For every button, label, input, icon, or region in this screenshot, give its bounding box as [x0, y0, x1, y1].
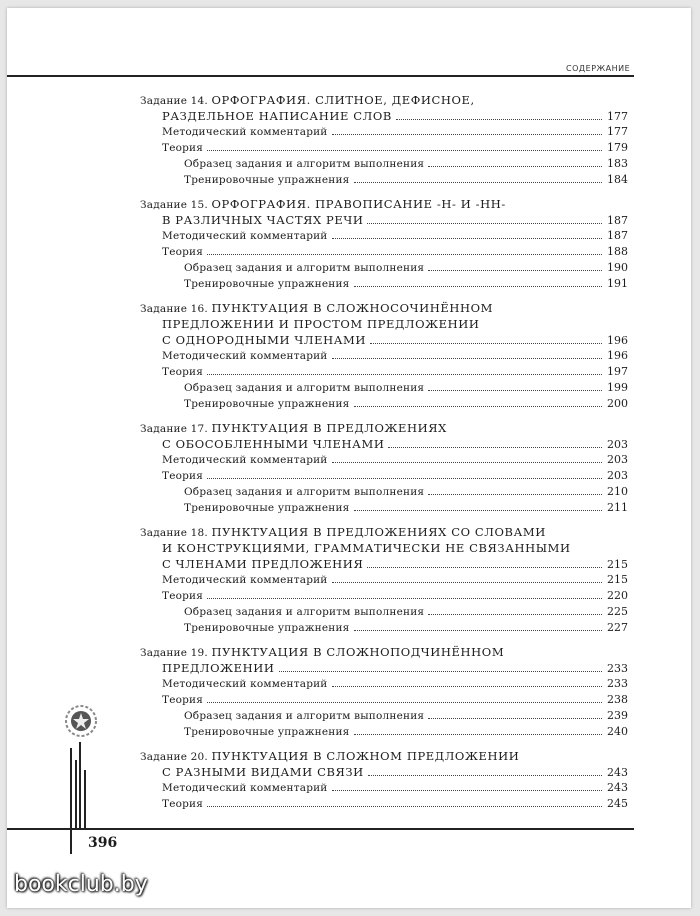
toc-task-line — [162, 332, 628, 348]
dot-leader — [367, 223, 602, 224]
toc-task-line — [162, 660, 628, 676]
toc-entry — [162, 228, 628, 244]
toc-entry — [184, 724, 628, 740]
toc-entry-title: С РАЗНЫМИ ВИДАМИ СВЯЗИ — [162, 765, 364, 779]
toc-entry — [162, 364, 628, 380]
toc-entry-title: ПРЕДЛОЖЕНИИ И ПРОСТОМ ПРЕДЛОЖЕНИИ — [162, 317, 480, 331]
toc-page-number: 220 — [607, 589, 628, 602]
dot-leader — [207, 702, 602, 703]
toc-page-number: 239 — [607, 709, 628, 722]
toc-entry-title: Теория — [162, 470, 204, 482]
toc-page-number: 200 — [607, 397, 628, 410]
toc-entry-title: Теория — [162, 246, 204, 258]
toc-entry-title: Методический комментарий — [162, 782, 328, 794]
toc-entry — [162, 588, 628, 604]
toc-entry-title: Теория — [162, 590, 204, 602]
toc-page-number: 183 — [607, 157, 628, 170]
toc-entry-title: И КОНСТРУКЦИЯМИ, ГРАММАТИЧЕСКИ НЕ СВЯЗАННЫМИ — [162, 541, 571, 555]
toc-entry — [184, 620, 628, 636]
toc-page-number: 187 — [607, 229, 628, 242]
bottom-rule — [7, 828, 634, 830]
toc-entry — [184, 500, 628, 516]
toc-page-number: 215 — [607, 558, 628, 571]
toc-page-number: 190 — [607, 261, 628, 274]
toc-entry-title: ОРФОГРАФИЯ. СЛИТНОЕ, ДЕФИСНОЕ, — [211, 93, 475, 107]
toc-entry — [184, 604, 628, 620]
toc-entry — [162, 780, 628, 796]
toc-entry-title: Методический комментарий — [162, 574, 328, 586]
dot-leader — [207, 374, 602, 375]
toc-entry — [162, 468, 628, 484]
toc-task-prefix: Задание 20. — [140, 751, 212, 763]
toc-page-number: 177 — [607, 110, 628, 123]
toc-page-number: 225 — [607, 605, 628, 618]
toc-entry — [184, 484, 628, 500]
toc-page-number: 211 — [607, 501, 628, 514]
toc-task-line — [140, 92, 628, 108]
toc-entry-title: Методический комментарий — [162, 230, 328, 242]
dot-leader — [332, 134, 602, 135]
toc-page-number: 245 — [607, 797, 628, 810]
toc-page-number: 238 — [607, 693, 628, 706]
toc-entry — [162, 572, 628, 588]
toc-entry-title: Тренировочные упражнения — [184, 278, 350, 290]
dot-leader — [428, 718, 602, 719]
toc-entry — [184, 708, 628, 724]
toc-page-number: 203 — [607, 438, 628, 451]
toc-task-line — [140, 300, 628, 316]
toc-entry-title: Теория — [162, 694, 204, 706]
toc-entry-title: Образец задания и алгоритм выполнения — [184, 158, 425, 170]
dot-leader — [332, 790, 602, 791]
toc-page-number: 203 — [607, 453, 628, 466]
toc-task-prefix: Задание 19. — [140, 647, 212, 659]
toc-task-line — [162, 108, 628, 124]
toc-page-number: 233 — [607, 677, 628, 690]
dot-leader — [354, 286, 602, 287]
dot-leader — [207, 254, 602, 255]
toc-page-number: 243 — [607, 766, 628, 779]
toc-entry — [184, 260, 628, 276]
toc-entry — [162, 244, 628, 260]
star-emblem-icon — [64, 704, 98, 738]
toc-page-number: 196 — [607, 334, 628, 347]
section-header: СОДЕРЖАНИЕ — [566, 64, 631, 73]
toc-entry — [184, 380, 628, 396]
toc-task-line — [162, 540, 628, 556]
toc-task-line — [162, 316, 628, 332]
toc-entry-title: Методический комментарий — [162, 678, 328, 690]
toc-entry-title: Теория — [162, 142, 204, 154]
toc-entry-title: Тренировочные упражнения — [184, 174, 350, 186]
toc-page-number: 199 — [607, 381, 628, 394]
toc-page-number: 197 — [607, 365, 628, 378]
toc-entry-title: ОРФОГРАФИЯ. ПРАВОПИСАНИЕ -Н- И -НН- — [211, 197, 506, 211]
dot-leader — [428, 166, 602, 167]
toc-task-line — [162, 764, 628, 780]
toc-task-line — [140, 420, 628, 436]
toc-entry — [184, 396, 628, 412]
dot-leader — [279, 671, 602, 672]
toc-task-line — [162, 212, 628, 228]
dot-leader — [207, 806, 602, 807]
dot-leader — [332, 462, 602, 463]
toc-page-number: 243 — [607, 781, 628, 794]
dot-leader — [354, 406, 602, 407]
toc-page-number: 184 — [607, 173, 628, 186]
toc-entry-title: Образец задания и алгоритм выполнения — [184, 486, 425, 498]
toc-entry-title: С ОДНОРОДНЫМИ ЧЛЕНАМИ — [162, 333, 367, 347]
toc-page-number: 233 — [607, 662, 628, 675]
toc-task-line — [162, 556, 628, 572]
toc-entry-title: РАЗДЕЛЬНОЕ НАПИСАНИЕ СЛОВ — [162, 109, 392, 123]
toc-task-line — [140, 196, 628, 212]
toc-entry-title: Методический комментарий — [162, 350, 328, 362]
dot-leader — [207, 150, 602, 151]
toc-task-prefix: Задание 18. — [140, 527, 212, 539]
toc-task-line — [140, 644, 628, 660]
toc-page-number: 191 — [607, 277, 628, 290]
dot-leader — [332, 582, 602, 583]
toc-page-number: 215 — [607, 573, 628, 586]
toc-page-number: 210 — [607, 485, 628, 498]
toc-task-prefix: Задание 17. — [140, 423, 212, 435]
dot-leader — [354, 510, 602, 511]
dot-leader — [207, 478, 602, 479]
dot-leader — [354, 734, 602, 735]
toc-entry — [162, 348, 628, 364]
toc-page-number: 203 — [607, 469, 628, 482]
toc-task-line — [140, 748, 628, 764]
toc-entry — [184, 276, 628, 292]
dot-leader — [428, 270, 602, 271]
dot-leader — [368, 775, 602, 776]
toc-entry-title: В РАЗЛИЧНЫХ ЧАСТЯХ РЕЧИ — [162, 213, 364, 227]
toc-task-prefix: Задание 14. — [140, 95, 212, 107]
toc-page-number: 188 — [607, 245, 628, 258]
toc-entry-title: Тренировочные упражнения — [184, 502, 350, 514]
toc-entry-title: Тренировочные упражнения — [184, 622, 350, 634]
toc-page-number: 196 — [607, 349, 628, 362]
toc-entry — [184, 172, 628, 188]
toc-entry-title: ПРЕДЛОЖЕНИИ — [162, 661, 275, 675]
toc-entry-title: ПУНКТУАЦИЯ В СЛОЖНОСОЧИНЁННОМ — [211, 301, 494, 315]
toc-entry — [162, 692, 628, 708]
toc-entry-title: Теория — [162, 798, 204, 810]
toc-entry-title: Образец задания и алгоритм выполнения — [184, 710, 425, 722]
toc-entry-title: ПУНКТУАЦИЯ В ПРЕДЛОЖЕНИЯХ — [211, 421, 447, 435]
brand-watermark: bookclub.by — [14, 872, 148, 897]
toc-entry-title: Образец задания и алгоритм выполнения — [184, 606, 425, 618]
toc-entry-title: Образец задания и алгоритм выполнения — [184, 262, 425, 274]
toc-page-number: 240 — [607, 725, 628, 738]
dot-leader — [354, 182, 602, 183]
dot-leader — [428, 494, 602, 495]
toc-entry — [162, 452, 628, 468]
toc-entry-title: С ЧЛЕНАМИ ПРЕДЛОЖЕНИЯ — [162, 557, 364, 571]
dot-leader — [367, 567, 602, 568]
toc-task-prefix: Задание 15. — [140, 199, 212, 211]
toc-entry-title: Методический комментарий — [162, 454, 328, 466]
toc-page-number: 187 — [607, 214, 628, 227]
toc-entry — [162, 124, 628, 140]
dot-leader — [207, 598, 602, 599]
toc-task-line — [140, 524, 628, 540]
toc-task-prefix: Задание 16. — [140, 303, 212, 315]
toc-entry — [162, 140, 628, 156]
dot-leader — [354, 630, 602, 631]
toc-entry-title: ПУНКТУАЦИЯ В ПРЕДЛОЖЕНИЯХ СО СЛОВАМИ — [211, 525, 546, 539]
dot-leader — [388, 447, 602, 448]
toc-entry — [184, 156, 628, 172]
toc-page-number: 177 — [607, 125, 628, 138]
dot-leader — [428, 390, 602, 391]
dot-leader — [370, 343, 602, 344]
dot-leader — [332, 238, 602, 239]
toc-entry-title: ПУНКТУАЦИЯ В СЛОЖНОМ ПРЕДЛОЖЕНИИ — [211, 749, 520, 763]
dot-leader — [396, 119, 602, 120]
toc-task-line — [162, 436, 628, 452]
toc-entry — [162, 676, 628, 692]
toc-page-number: 179 — [607, 141, 628, 154]
toc-entry-title: Образец задания и алгоритм выполнения — [184, 382, 425, 394]
toc-entry-title: Тренировочные упражнения — [184, 398, 350, 410]
toc-entry — [162, 796, 628, 812]
dot-leader — [332, 358, 602, 359]
toc-page-number: 227 — [607, 621, 628, 634]
toc-entry-title: Методический комментарий — [162, 126, 328, 138]
dot-leader — [428, 614, 602, 615]
toc-entry-title: Теория — [162, 366, 204, 378]
page-number: 396 — [88, 835, 118, 851]
toc-entry-title: ПУНКТУАЦИЯ В СЛОЖНОПОДЧИНЁННОМ — [211, 645, 505, 659]
toc-entry-title: С ОБОСОБЛЕННЫМИ ЧЛЕНАМИ — [162, 437, 385, 451]
toc-entry-title: Тренировочные упражнения — [184, 726, 350, 738]
dot-leader — [332, 686, 602, 687]
